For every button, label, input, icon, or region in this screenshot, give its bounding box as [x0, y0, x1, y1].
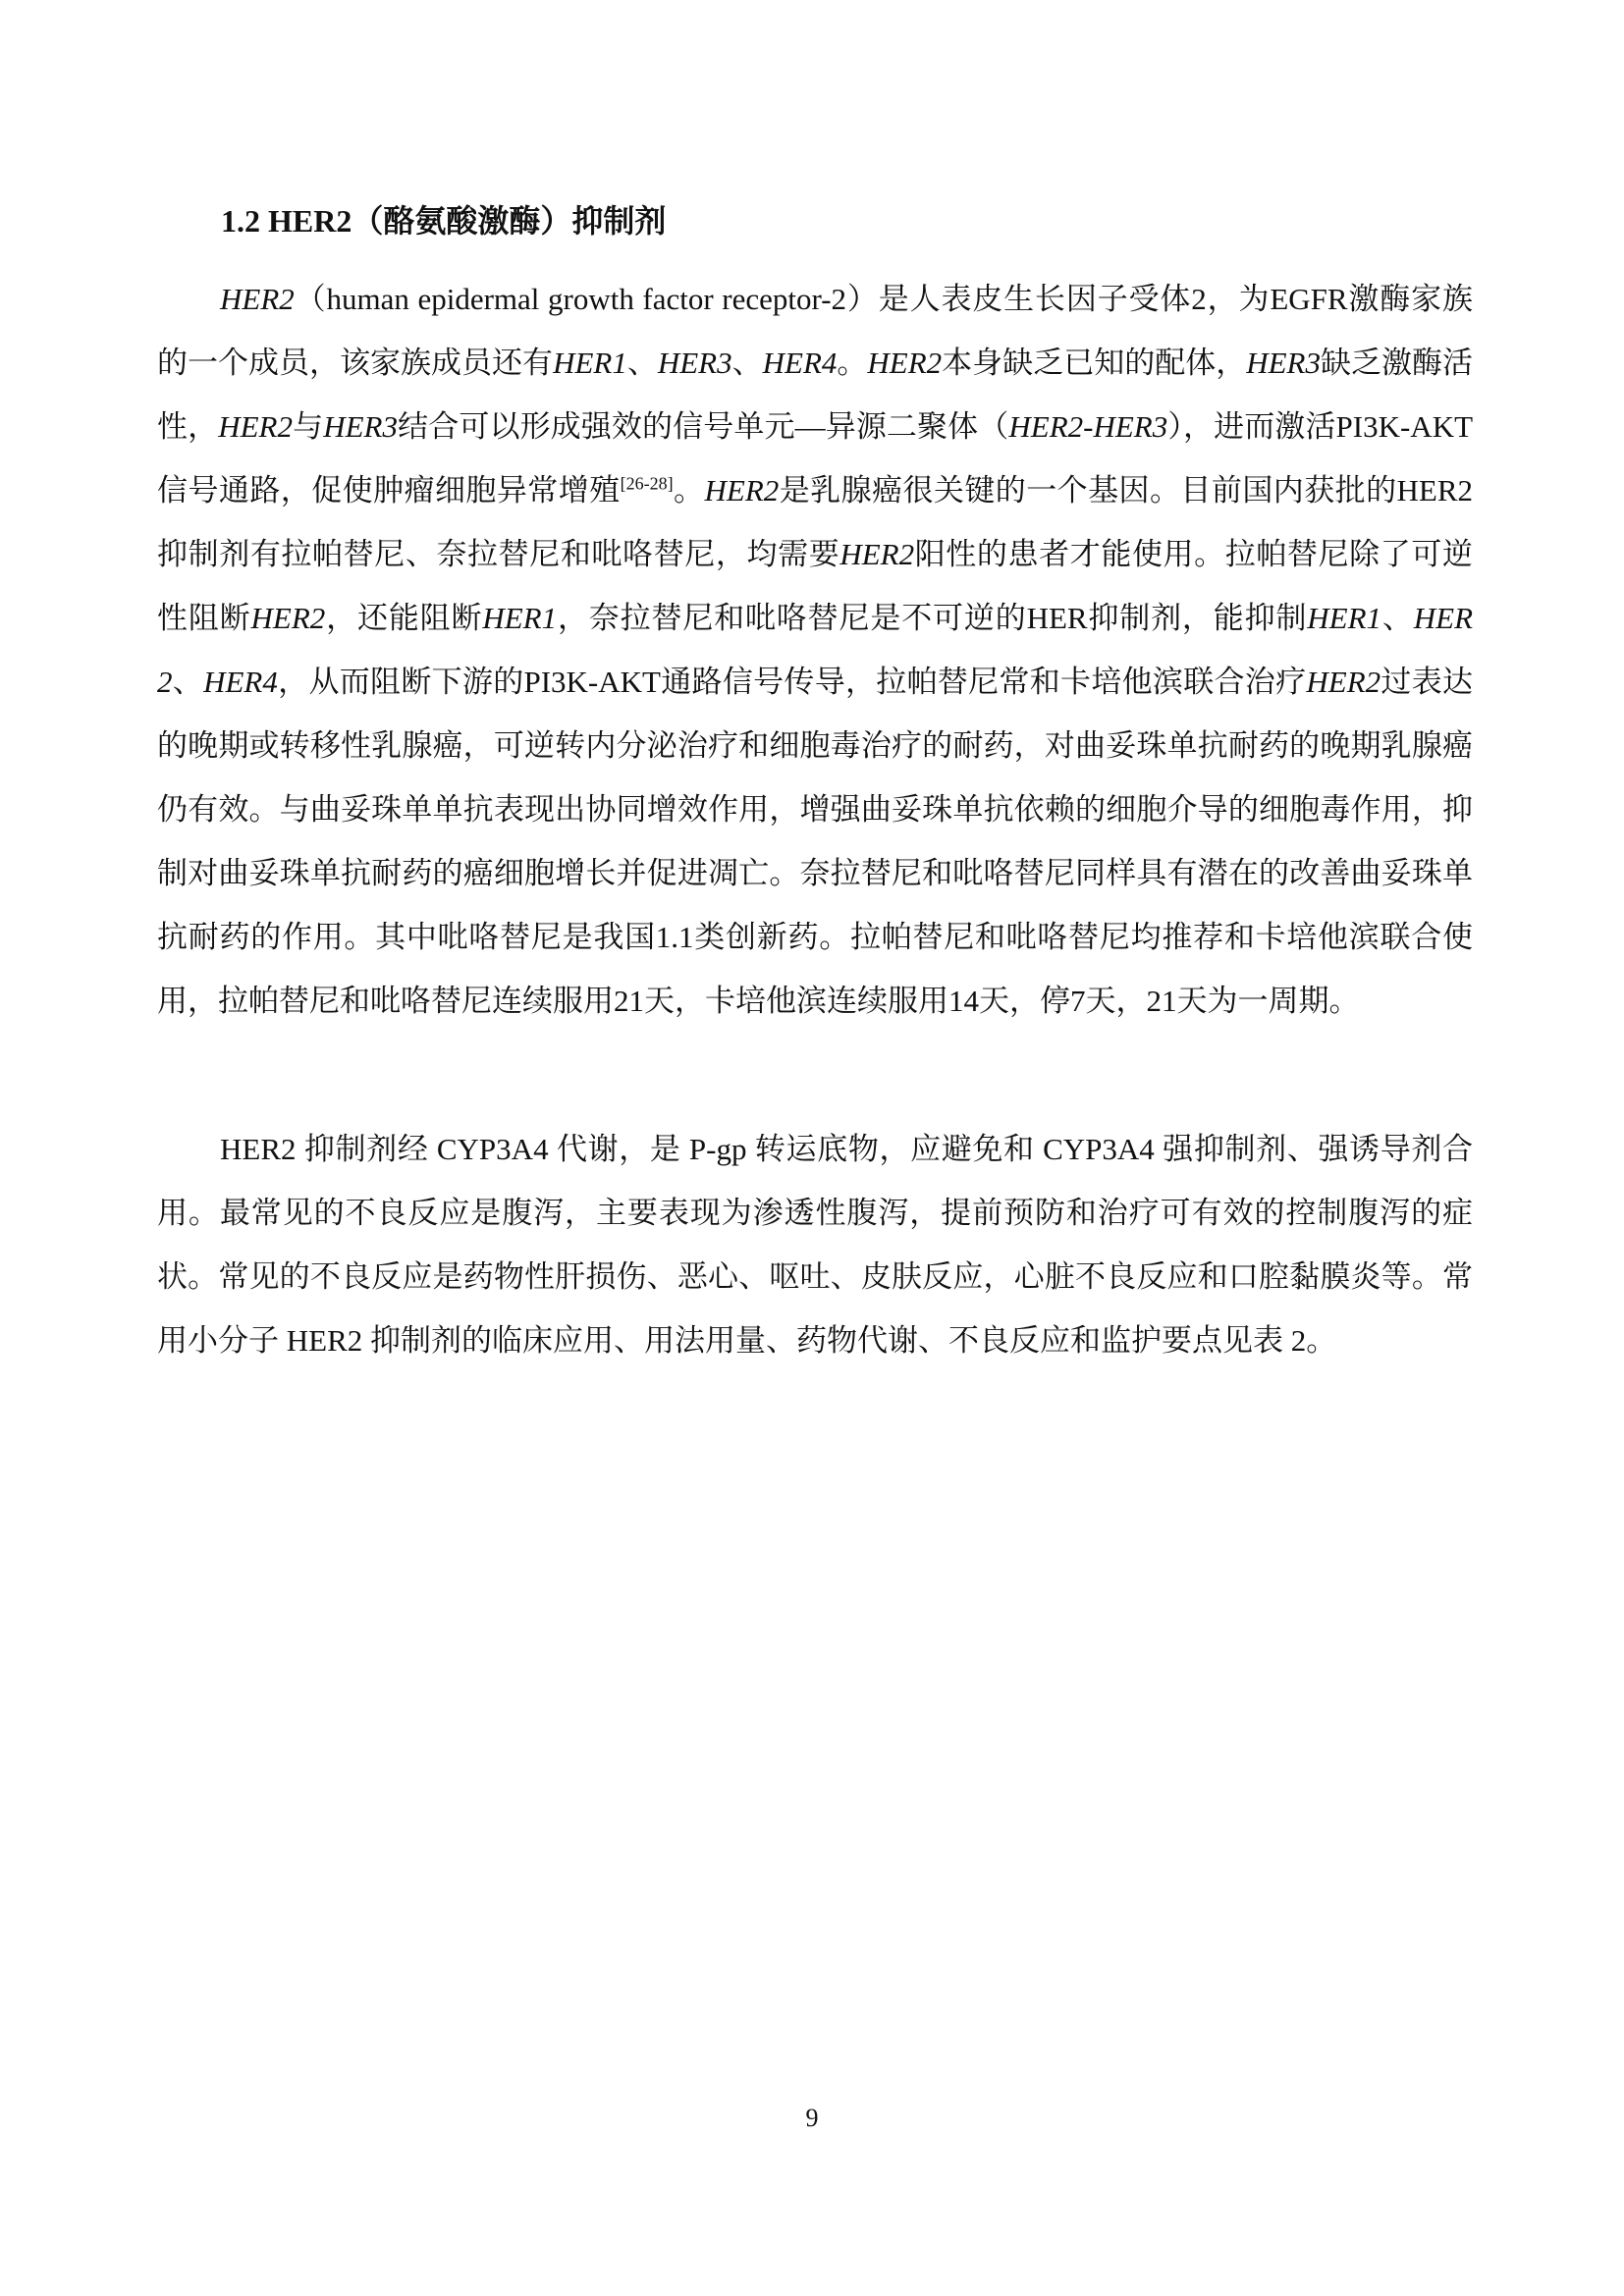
gene-name: HER4 — [203, 665, 278, 699]
section-heading: 1.2 HER2（酪氨酸激酶）抑制剂 — [221, 203, 667, 239]
text-run: 。 — [673, 473, 705, 507]
gene-name: HER3 — [323, 409, 398, 444]
text-run: 、 — [172, 665, 204, 699]
gene-name: HER2 — [867, 346, 943, 380]
text-run: 、 — [731, 346, 763, 380]
text-run: ，还能阻断 — [325, 601, 483, 635]
body-paragraph — [157, 1117, 1473, 1372]
text-run: ），进而激活PI3K-AKT信号通路，促使肿瘤细胞异常增殖 — [157, 409, 1474, 507]
gene-name: HER3 — [657, 346, 732, 380]
text-run: 。 — [837, 346, 868, 380]
gene-name: HER2 — [1306, 665, 1381, 699]
page-number: 9 — [805, 2104, 819, 2132]
gene-name: HER2 — [704, 473, 780, 507]
text-run: 与 — [293, 409, 324, 444]
text-run: 结合可以形成强效的信号单元—异源二聚体（ — [398, 409, 1009, 444]
body-paragraph — [157, 267, 1473, 1033]
text-run: （human epidermal growth factor receptor-2）是人表皮生长因子受体2，为EGFR激酶家族的一个成员，该家族成员还有 — [157, 282, 1473, 380]
gene-name: HER2 — [157, 601, 1474, 699]
text-run: 缺乏激酶活性， — [157, 346, 1474, 444]
text-run: 本身缺乏已知的配体， — [942, 346, 1247, 380]
gene-name: HER2 — [250, 601, 326, 635]
gene-name: HER2 — [218, 409, 293, 444]
text-run: 是乳腺癌很关键的一个基因。目前国内获批的HER2抑制剂有拉帕替尼、奈拉替尼和吡咯替尼，均需要 — [157, 473, 1474, 571]
gene-name: HER1 — [482, 601, 558, 635]
gene-name: HER2 — [220, 282, 295, 316]
gene-name: HER4 — [762, 346, 838, 380]
gene-name: HER2-HER3 — [1008, 409, 1168, 444]
text-run: 、 — [1381, 601, 1414, 635]
text-run: ，从而阻断下游的PI3K-AKT通路信号传导，拉帕替尼常和卡培他滨联合治疗 — [277, 665, 1307, 699]
text-run: 、 — [626, 346, 658, 380]
text-run: ，奈拉替尼和吡咯替尼是不可逆的HER抑制剂，能抑制 — [557, 601, 1308, 635]
text-run: HER2 抑制剂经 CYP3A4 代谢，是 P-gp 转运底物，应避免和 CYP3A4 强抑制剂、强诱导剂合用。最常见的不良反应是腹泻，主要表现为渗透性腹泻，提前预防和治疗可有效的控制腹泻的症状。常见的不良反应是药物性肝损伤、恶心、呕吐、皮肤反应，心脏不良反应和口腔黏膜炎等。常用小分子 HER2 抑制剂的临床应用、用法用量、药物代谢、不良反应和监护要点见表 2。 — [157, 1132, 1473, 1358]
gene-name: HER1 — [1307, 601, 1382, 635]
gene-name: HER1 — [553, 346, 627, 380]
gene-name: HER3 — [1246, 346, 1321, 380]
text-run: 过表达的晚期或转移性乳腺癌，可逆转内分泌治疗和细胞毒治疗的耐药，对曲妥珠单抗耐药的晚期乳腺癌仍有效。与曲妥珠单单抗表现出协同增效作用，增强曲妥珠单抗依赖的细胞介导的细胞毒作用，抑制对曲妥珠单抗耐药的癌细胞增长并促进凋亡。奈拉替尼和吡咯替尼同样具有潜在的改善曲妥珠单抗耐药的作用。其中吡咯替尼是我国1.1类创新药。拉帕替尼和吡咯替尼均推荐和卡培他滨联合使用，拉帕替尼和吡咯替尼连续服用21天，卡培他滨连续服用14天，停7天，21天为一周期。 — [157, 665, 1474, 1018]
gene-name: HER2 — [839, 537, 915, 571]
text-run: 阳性的患者才能使用。拉帕替尼除了可逆性阻断 — [157, 537, 1473, 635]
citation-ref: [26-28] — [620, 473, 674, 494]
